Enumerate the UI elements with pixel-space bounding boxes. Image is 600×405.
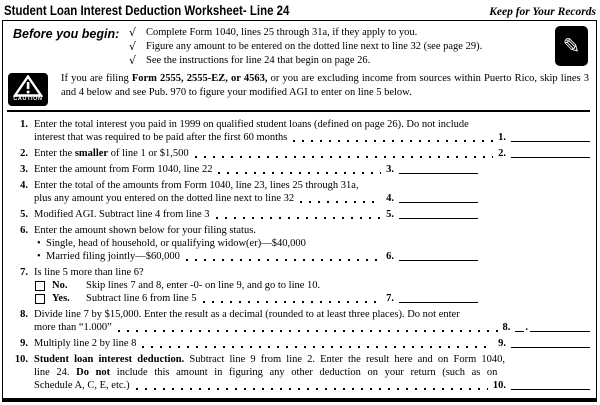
line-number: 7. [20, 267, 28, 278]
line-text: Enter the total of the amounts from Form 1040, line 23, lines 25 through 31a, [34, 180, 359, 191]
worksheet-line-4 [7, 179, 590, 205]
line-number: 9. [20, 338, 28, 349]
entry-field-7 [386, 292, 478, 305]
checkmark-icon: √ [129, 54, 137, 67]
entry-label: 6. [386, 251, 394, 262]
line-number: 1. [20, 119, 28, 130]
entry-label: 3. [386, 164, 394, 175]
entry-field-8 [503, 321, 591, 334]
list-item [129, 26, 547, 40]
before-item-text: Figure any amount to be entered on the dotted line next to line 32 (see page 29). [146, 41, 483, 52]
filing-status-option: Single, head of household, or qualifying widow(er)—$40,000 [46, 238, 306, 249]
entry-field-10 [493, 379, 590, 392]
yes-label: Yes. [52, 293, 70, 304]
no-label: No. [52, 280, 68, 291]
line-text: Student loan interest deduction. Subtract line 9 from line 2. Enter the result here and on Form 1040, [34, 354, 506, 365]
entry-label: 7. [386, 293, 394, 304]
entry-line[interactable] [511, 141, 590, 142]
worksheet-line-7 [7, 266, 590, 305]
dot-leader [216, 217, 382, 219]
entry-line[interactable] [515, 331, 524, 332]
dot-leader [293, 140, 493, 142]
entry-label: 2. [498, 148, 506, 159]
line-text: plus any amount you entered on the dotted line next to line 32 [34, 193, 295, 204]
line-text: Enter the amount from Form 1040, line 22 [34, 164, 213, 175]
before-you-begin-label: Before you begin: [13, 27, 120, 41]
line-text: line 24. Do not include this amount in figuring any other deduction on your return (such as on [34, 367, 498, 378]
entry-label: 9. [498, 338, 506, 349]
dot-leader [195, 156, 494, 158]
caution-section [7, 72, 590, 106]
line-number: 6. [20, 225, 28, 236]
entry-field-1 [498, 131, 590, 144]
yes-checkbox[interactable] [35, 294, 45, 304]
line-text: interest that was required to be paid after the first 60 months [34, 132, 288, 143]
line-number: 10. [14, 354, 28, 365]
line-number: 3. [20, 164, 28, 175]
dot-leader [186, 259, 381, 261]
before-item-text: Complete Form 1040, lines 25 through 31a, if they apply to you. [146, 27, 418, 38]
entry-label: 10. [492, 380, 506, 391]
line-text: Schedule A, C, E, etc.) [34, 380, 130, 391]
before-item-text: See the instructions for line 24 that begin on page 26. [146, 55, 371, 66]
header [0, 0, 600, 17]
filing-status-option: Married filing jointly—$60,000 [46, 251, 180, 262]
line-text: Enter the total interest you paid in 1999 on qualified student loans (defined on page 26). Do not include [34, 119, 469, 130]
line-text: Subtract line 6 from line 5 [86, 293, 197, 304]
checkmark-icon: √ [129, 40, 137, 53]
dot-leader [203, 301, 382, 303]
dot-leader [118, 330, 498, 332]
entry-line[interactable] [511, 389, 590, 390]
line-text: Is line 5 more than line 6? [34, 267, 144, 278]
worksheet-line-6 [7, 224, 590, 263]
dot-leader [136, 388, 488, 390]
page-title: Student Loan Interest Deduction Worksheet- Line 24 [4, 3, 290, 18]
entry-line[interactable] [399, 260, 478, 261]
entry-field-5 [386, 208, 478, 221]
worksheet-line-2 [7, 147, 590, 160]
entry-field-9 [498, 337, 590, 350]
entry-line[interactable] [399, 202, 478, 203]
entry-label: 5. [386, 209, 394, 220]
entry-line[interactable] [399, 302, 478, 303]
entry-right-gap [478, 250, 590, 263]
entry-line[interactable] [511, 157, 590, 158]
line-text: Enter the smaller of line 1 or $1,500 [34, 148, 189, 159]
worksheet-line-1 [7, 118, 590, 144]
line-text: Enter the amount shown below for your filing status. [34, 225, 256, 236]
bullet-icon: • [37, 251, 41, 262]
entry-right-gap [478, 208, 590, 221]
worksheet-line-9 [7, 337, 590, 350]
entry-right-gap [478, 292, 590, 305]
worksheet-line-5 [7, 208, 590, 221]
bullet-icon: • [37, 238, 41, 249]
worksheet-line-8 [7, 308, 590, 334]
entry-label: 8. [502, 322, 511, 333]
line-number: 4. [20, 180, 28, 191]
entry-field-4 [386, 192, 478, 205]
list-item [129, 54, 547, 68]
line-text: Skip lines 7 and 8, enter -0- on line 9, and go to line 10. [86, 280, 321, 291]
entry-line[interactable] [399, 173, 478, 174]
caution-text: If you are filing Form 2555, 2555-EZ, or 4563, or you are excluding income from sources within Puerto Rico, skip lines 3 and 4 below and see Pub. 970 to figure your modified AGI to enter on line 5 below. [61, 73, 589, 98]
entry-label: 4. [386, 193, 394, 204]
before-you-begin-items [129, 26, 547, 68]
line-text: Divide line 7 by $15,000. Enter the result as a decimal (rounded to at least three places). Do not enter [34, 309, 460, 320]
caution-icon [8, 73, 48, 106]
worksheet-box [2, 20, 597, 402]
entry-label: 1. [498, 132, 506, 143]
entry-field-2 [498, 147, 590, 160]
no-checkbox[interactable] [35, 281, 45, 291]
entry-field-3 [386, 163, 478, 176]
checkmark-icon: √ [129, 26, 137, 39]
line-number: 5. [20, 209, 28, 220]
keep-for-records-note: Keep for Your Records [489, 6, 596, 18]
worksheet-line-10 [7, 353, 590, 392]
worksheet-line-3 [7, 163, 590, 176]
dot-leader [300, 201, 381, 203]
dot-leader [142, 346, 493, 348]
entry-line[interactable] [511, 347, 590, 348]
line-number: 8. [20, 309, 28, 320]
entry-line[interactable] [399, 218, 478, 219]
entry-field-6 [386, 250, 478, 263]
line-text: more than “1.000” [34, 322, 112, 333]
entry-right-gap [478, 192, 590, 205]
list-item [129, 40, 547, 54]
dot-leader [218, 172, 381, 174]
line-number: 2. [20, 148, 28, 159]
pencil-icon: ✎ [555, 26, 588, 66]
caution-label: CAUTION [13, 96, 43, 102]
section-divider [7, 110, 590, 112]
line-text: Multiply line 2 by line 8 [34, 338, 137, 349]
entry-right-gap [478, 163, 590, 176]
decimal-point: . [525, 322, 528, 333]
line-text: Modified AGI. Subtract line 4 from line 3 [34, 209, 210, 220]
entry-line[interactable] [530, 331, 590, 332]
before-you-begin-section [7, 26, 590, 68]
